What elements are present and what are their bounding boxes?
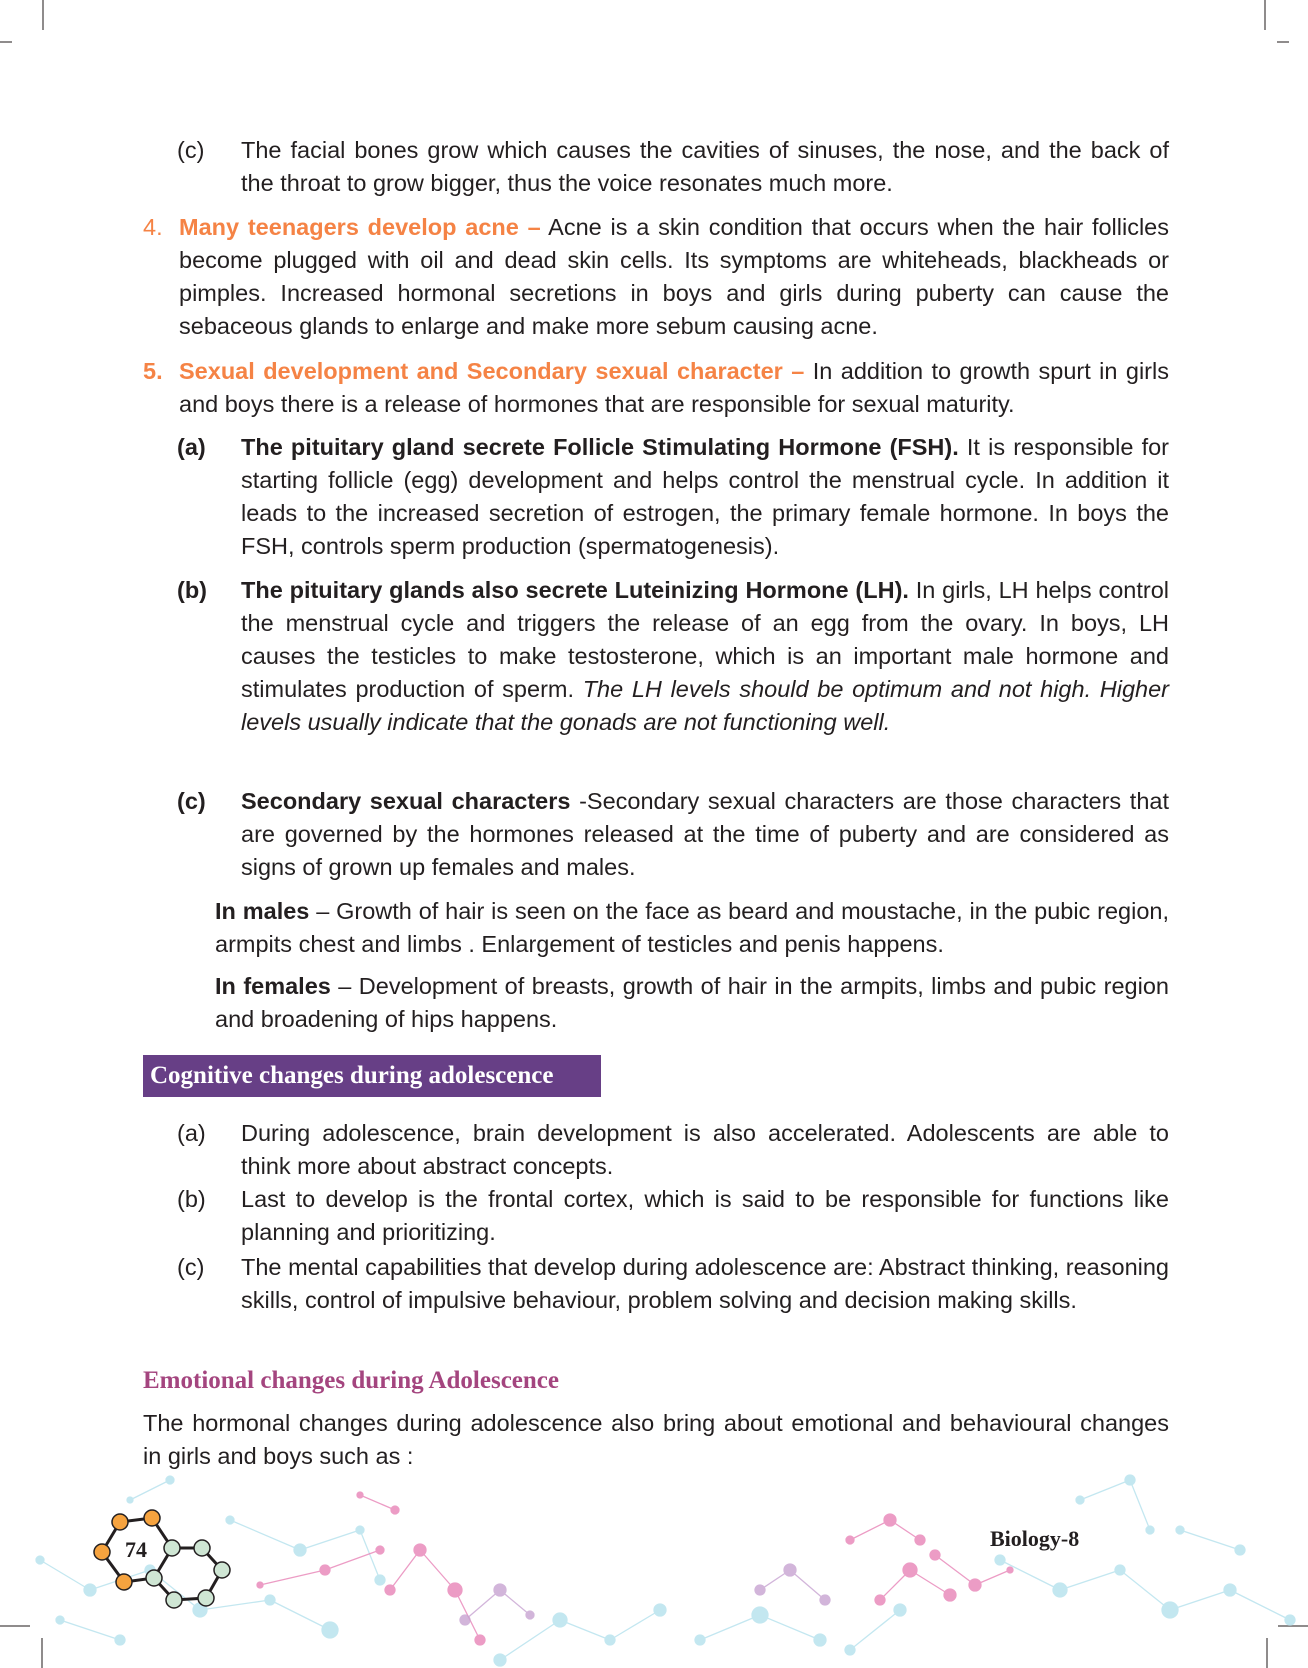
item-bold: The pituitary gland secrete Follicle Stimulating Hormone (FSH). <box>241 434 959 460</box>
item-text: -Secondary sexual characters are those characters that are governed by the hormones released at the time of puberty and are considered as signs of grown up females and males. <box>241 788 1169 880</box>
item-text: During adolescence, brain development is also accelerated. Adolescents are able to think more about abstract concepts. <box>241 1120 1169 1179</box>
item-italic-note: The LH levels should be optimum and not high. Higher levels usually indicate that the gonads are not functioning well. <box>241 676 1170 735</box>
item-label: (a) <box>177 434 206 460</box>
females-text: – Development of breasts, growth of hair in the armpits, limbs and pubic region and broadening of hips happens. <box>215 973 1169 1032</box>
item-label: (b) <box>177 577 208 603</box>
point-number: 4. <box>143 214 163 240</box>
point-heading: Sexual development and Secondary sexual character – <box>179 358 805 384</box>
atom-green <box>198 1590 214 1606</box>
atom-orange <box>94 1544 110 1560</box>
item-label: (c) <box>177 788 206 814</box>
males-label: In males <box>215 898 310 924</box>
item-body <box>241 785 1169 884</box>
item-body <box>241 574 1169 739</box>
crop-mark-top-right-horizontal <box>1277 41 1289 43</box>
book-title: Biology-8 <box>990 1526 1080 1551</box>
atom-green <box>164 1540 180 1556</box>
item-text: The mental capabilities that develop during adolescence are: Abstract thinking, reasoning skills, control of impulsive behaviour, problem solving and decision making skills. <box>241 1254 1169 1313</box>
item-body <box>241 431 1169 563</box>
item-label: (b) <box>177 1186 206 1212</box>
atom-orange <box>116 1574 132 1590</box>
molecule-page-badge <box>88 1500 238 1618</box>
item-text: Last to develop is the frontal cortex, which is said to be responsible for functions like planning and prioritizing. <box>241 1186 1169 1245</box>
males-text: – Growth of hair is seen on the face as beard and moustache, in the pubic region, armpits chest and limbs . Enlargement of testicles and penis happens. <box>215 898 1169 957</box>
page-number: 74 <box>125 1537 147 1562</box>
cognitive-section-heading: Cognitive changes during adolescence <box>143 1055 601 1097</box>
atom-green <box>214 1562 230 1578</box>
item-text: In girls, LH helps control the menstrual cycle and triggers the release of an egg from the ovary. In boys, LH causes the testicles to make testosterone, which is an important male hormone and stimulates production of sperm. <box>241 577 1169 702</box>
item-text: It is responsible for starting follicle (egg) development and helps control the menstrual cycle. In addition it leads to the increased secretion of estrogen, the primary female hormone. In boys the FSH, controls sperm production (spermatogenesis). <box>241 434 1169 559</box>
atom-green <box>146 1570 162 1586</box>
crop-mark-top-left-horizontal <box>0 41 12 43</box>
item-bold: Secondary sexual characters <box>241 788 571 814</box>
point-body <box>179 211 1169 343</box>
point-heading: Many teenagers develop acne – <box>179 214 541 240</box>
item-label: (a) <box>177 1120 206 1146</box>
point-text: Acne is a skin condition that occurs when the hair follicles become plugged with oil and dead skin cells. Its symptoms are whiteheads, blackheads or pimples. Increased hormonal secretions in boys and girls during puberty can cause the sebaceous glands to enlarge and make more sebum causing acne. <box>179 214 1170 339</box>
atom-orange <box>112 1514 128 1530</box>
point-number: 5. <box>143 358 163 384</box>
males-paragraph <box>215 895 1169 961</box>
emotional-section-heading: Emotional changes during Adolescence <box>143 1367 559 1394</box>
point-body <box>179 355 1169 421</box>
crop-mark-top-left-vertical <box>42 0 44 30</box>
females-paragraph <box>215 970 1169 1036</box>
item-text: The facial bones grow which causes the cavities of sinuses, the nose, and the back of the throat to grow bigger, thus the voice resonates much more. <box>241 137 1169 196</box>
atom-orange <box>144 1510 160 1526</box>
atom-green <box>166 1592 182 1608</box>
item-label: (c) <box>177 1254 205 1280</box>
item-bold: The pituitary glands also secrete Luteinizing Hormone (LH). <box>241 577 909 603</box>
emotional-intro: The hormonal changes during adolescence also bring about emotional and behavioural changes in girls and boys such as : <box>143 1410 1169 1469</box>
item-label: (c) <box>177 137 205 163</box>
atom-green <box>194 1540 210 1556</box>
point-text: In addition to growth spurt in girls and boys there is a release of hormones that are responsible for sexual maturity. <box>179 358 1169 417</box>
females-label: In females <box>215 973 331 999</box>
crop-mark-top-right-vertical <box>1264 0 1266 30</box>
